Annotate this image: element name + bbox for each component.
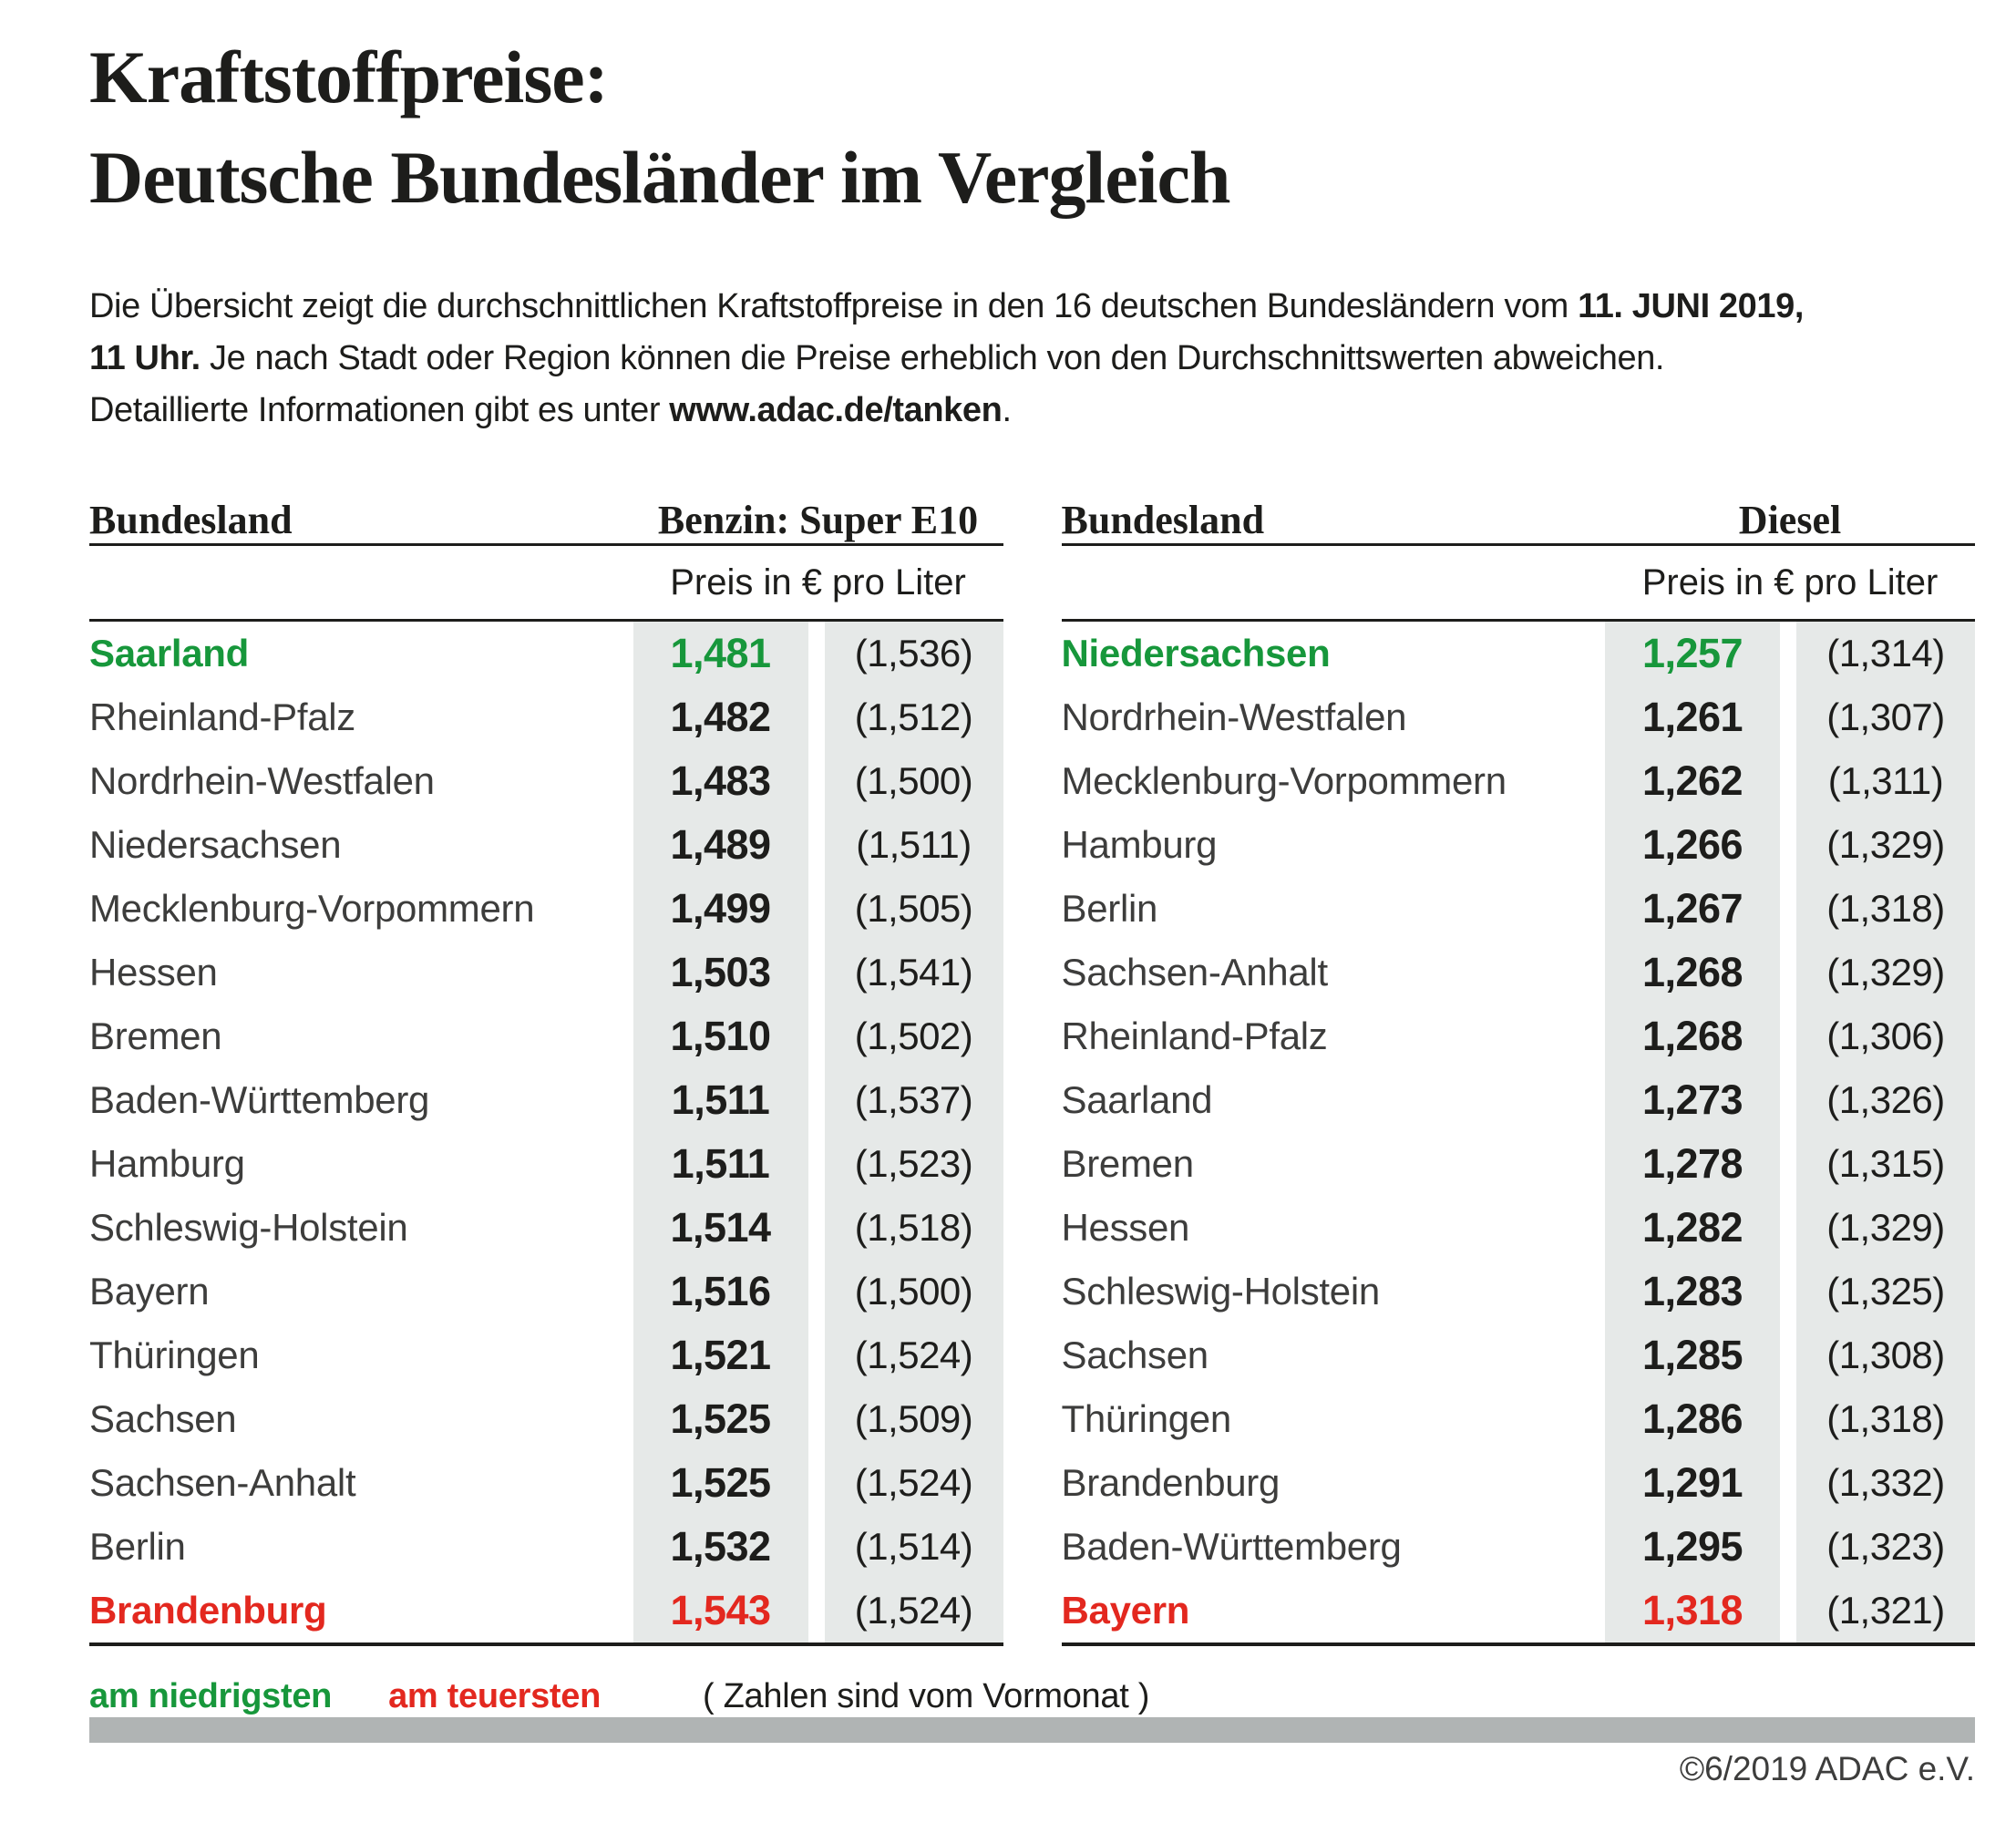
state-name-cell: Niedersachsen bbox=[1061, 632, 1331, 675]
state-name-cell: Hessen bbox=[89, 951, 218, 994]
column-gap bbox=[1780, 1387, 1796, 1451]
column-gap bbox=[1780, 749, 1796, 813]
current-price-cell: 1,482 bbox=[633, 685, 808, 749]
table-row bbox=[89, 1387, 1003, 1451]
column-gap bbox=[1780, 1004, 1796, 1068]
state-name-cell: Rheinland-Pfalz bbox=[89, 695, 356, 738]
state-name-cell: Rheinland-Pfalz bbox=[1061, 1014, 1328, 1057]
column-header-fuel-benzin: Benzin: Super E10 bbox=[657, 498, 979, 542]
state-name-cell: Sachsen bbox=[1061, 1334, 1209, 1376]
previous-month-price-cell: (1,314) bbox=[1796, 622, 1975, 685]
column-gap bbox=[1780, 1068, 1796, 1132]
state-name-cell: Baden-Württemberg bbox=[89, 1078, 430, 1121]
state-name-cell: Mecklenburg-Vorpommern bbox=[89, 887, 535, 930]
previous-month-price-cell: (1,537) bbox=[825, 1068, 1003, 1132]
price-unit-label: Preis in € pro Liter bbox=[670, 561, 966, 602]
column-gap bbox=[808, 1579, 825, 1642]
table-row bbox=[89, 622, 1003, 685]
current-price-cell: 1,499 bbox=[633, 877, 808, 941]
previous-month-price-cell: (1,315) bbox=[1796, 1132, 1975, 1196]
previous-month-price-cell: (1,321) bbox=[1796, 1579, 1975, 1642]
current-price-cell: 1,295 bbox=[1605, 1515, 1780, 1579]
previous-month-price-cell: (1,332) bbox=[1796, 1451, 1975, 1515]
table-row bbox=[89, 1068, 1003, 1132]
column-gap bbox=[1780, 1196, 1796, 1260]
current-price-cell: 1,503 bbox=[633, 941, 808, 1004]
intro-text: Die Übersicht zeigt die durchschnittlichen Kraftstoffpreise in den 16 deutschen Bundesländern vom bbox=[89, 287, 1579, 325]
state-name-cell: Saarland bbox=[1061, 1078, 1213, 1121]
state-name-cell: Bremen bbox=[1061, 1142, 1194, 1185]
column-gap bbox=[808, 749, 825, 813]
footer-divider-bar bbox=[89, 1717, 1975, 1743]
previous-month-price-cell: (1,329) bbox=[1796, 813, 1975, 877]
column-gap bbox=[808, 1387, 825, 1451]
table-row bbox=[1062, 1323, 1976, 1387]
previous-month-price-cell: (1,541) bbox=[825, 941, 1003, 1004]
table-row bbox=[1062, 1132, 1976, 1196]
table-row bbox=[89, 1323, 1003, 1387]
previous-month-price-cell: (1,518) bbox=[825, 1196, 1003, 1260]
intro-bold-text: 11 Uhr. bbox=[89, 339, 201, 377]
state-name-cell: Berlin bbox=[89, 1525, 186, 1568]
current-price-cell: 1,514 bbox=[633, 1196, 808, 1260]
current-price-cell: 1,267 bbox=[1605, 877, 1780, 941]
table-header-row bbox=[89, 476, 1003, 546]
column-header-bundesland: Bundesland bbox=[89, 498, 293, 542]
previous-month-price-cell: (1,505) bbox=[825, 877, 1003, 941]
table-row bbox=[1062, 941, 1976, 1004]
current-price-cell: 1,262 bbox=[1605, 749, 1780, 813]
previous-month-price-cell: (1,325) bbox=[1796, 1260, 1975, 1323]
intro-text: . bbox=[1002, 391, 1012, 429]
state-name-cell: Niedersachsen bbox=[89, 823, 342, 866]
state-name-cell: Hessen bbox=[1061, 1206, 1190, 1249]
column-gap bbox=[808, 1068, 825, 1132]
table-diesel bbox=[1062, 476, 1976, 1646]
column-gap bbox=[1780, 1323, 1796, 1387]
current-price-cell: 1,291 bbox=[1605, 1451, 1780, 1515]
state-name-cell: Bayern bbox=[1061, 1589, 1190, 1632]
state-name-cell: Brandenburg bbox=[1061, 1461, 1281, 1504]
previous-month-price-cell: (1,500) bbox=[825, 1260, 1003, 1323]
column-gap bbox=[1780, 622, 1796, 685]
state-name-cell: Schleswig-Holstein bbox=[89, 1206, 408, 1249]
column-gap bbox=[1780, 941, 1796, 1004]
state-name-cell: Schleswig-Holstein bbox=[1061, 1270, 1380, 1313]
legend-highest-label: am teuersten bbox=[388, 1677, 602, 1715]
table-row bbox=[1062, 877, 1976, 941]
state-name-cell: Thüringen bbox=[89, 1334, 260, 1376]
column-header-fuel-diesel: Diesel bbox=[1738, 498, 1842, 542]
table-rows-benzin bbox=[89, 622, 1003, 1646]
page-title bbox=[89, 27, 1230, 228]
table-row bbox=[1062, 1387, 1976, 1451]
legend-lowest-label: am niedrigsten bbox=[89, 1677, 333, 1715]
column-gap bbox=[1780, 1260, 1796, 1323]
column-gap bbox=[1780, 877, 1796, 941]
table-row bbox=[1062, 1579, 1976, 1642]
table-row bbox=[89, 1260, 1003, 1323]
table-row bbox=[1062, 1196, 1976, 1260]
current-price-cell: 1,283 bbox=[1605, 1260, 1780, 1323]
current-price-cell: 1,543 bbox=[633, 1579, 808, 1642]
state-name-cell: Hamburg bbox=[89, 1142, 245, 1185]
state-name-cell: Mecklenburg-Vorpommern bbox=[1061, 759, 1507, 802]
page-title-line1: Kraftstoffpreise: bbox=[89, 36, 608, 118]
table-row bbox=[89, 813, 1003, 877]
column-gap bbox=[808, 622, 825, 685]
current-price-cell: 1,318 bbox=[1605, 1579, 1780, 1642]
intro-bold-text: www.adac.de/tanken bbox=[669, 391, 1003, 429]
column-gap bbox=[808, 941, 825, 1004]
price-tables bbox=[89, 476, 1975, 1646]
current-price-cell: 1,282 bbox=[1605, 1196, 1780, 1260]
state-name-cell: Bremen bbox=[89, 1014, 222, 1057]
previous-month-price-cell: (1,318) bbox=[1796, 877, 1975, 941]
current-price-cell: 1,273 bbox=[1605, 1068, 1780, 1132]
previous-month-price-cell: (1,502) bbox=[825, 1004, 1003, 1068]
table-row bbox=[89, 941, 1003, 1004]
table-row bbox=[89, 1004, 1003, 1068]
previous-month-price-cell: (1,524) bbox=[825, 1323, 1003, 1387]
previous-month-price-cell: (1,329) bbox=[1796, 941, 1975, 1004]
table-header-row bbox=[1062, 476, 1976, 546]
table-rows-diesel bbox=[1062, 622, 1976, 1646]
column-gap bbox=[1780, 1451, 1796, 1515]
table-row bbox=[89, 1579, 1003, 1642]
table-row bbox=[89, 749, 1003, 813]
current-price-cell: 1,481 bbox=[633, 622, 808, 685]
column-gap bbox=[808, 1196, 825, 1260]
page-title-line2: Deutsche Bundesländer im Vergleich bbox=[89, 136, 1230, 219]
column-gap bbox=[1780, 1132, 1796, 1196]
table-row bbox=[89, 1132, 1003, 1196]
state-name-cell: Saarland bbox=[89, 632, 250, 675]
state-name-cell: Baden-Württemberg bbox=[1061, 1525, 1402, 1568]
column-gap bbox=[808, 1004, 825, 1068]
column-gap bbox=[808, 1260, 825, 1323]
intro-text: Detaillierte Informationen gibt es unter bbox=[89, 391, 670, 429]
state-name-cell: Brandenburg bbox=[89, 1589, 327, 1632]
column-gap bbox=[1780, 685, 1796, 749]
previous-month-price-cell: (1,308) bbox=[1796, 1323, 1975, 1387]
previous-month-price-cell: (1,524) bbox=[825, 1451, 1003, 1515]
column-header-bundesland: Bundesland bbox=[1061, 498, 1265, 542]
state-name-cell: Sachsen-Anhalt bbox=[89, 1461, 356, 1504]
column-gap bbox=[808, 1323, 825, 1387]
price-unit-label: Preis in € pro Liter bbox=[1641, 561, 1939, 602]
current-price-cell: 1,483 bbox=[633, 749, 808, 813]
column-gap bbox=[808, 1515, 825, 1579]
table-row bbox=[89, 685, 1003, 749]
table-row bbox=[1062, 813, 1976, 877]
table-row bbox=[1062, 1068, 1976, 1132]
table-row bbox=[89, 1451, 1003, 1515]
previous-month-price-cell: (1,512) bbox=[825, 685, 1003, 749]
intro-paragraph bbox=[89, 281, 1994, 437]
state-name-cell: Sachsen bbox=[89, 1397, 237, 1440]
previous-month-price-cell: (1,307) bbox=[1796, 685, 1975, 749]
table-row bbox=[89, 877, 1003, 941]
table-row bbox=[1062, 1515, 1976, 1579]
column-gap bbox=[808, 1451, 825, 1515]
previous-month-price-cell: (1,500) bbox=[825, 749, 1003, 813]
current-price-cell: 1,285 bbox=[1605, 1323, 1780, 1387]
table-row bbox=[89, 1196, 1003, 1260]
current-price-cell: 1,268 bbox=[1605, 1004, 1780, 1068]
current-price-cell: 1,257 bbox=[1605, 622, 1780, 685]
previous-month-price-cell: (1,326) bbox=[1796, 1068, 1975, 1132]
column-gap bbox=[808, 813, 825, 877]
previous-month-price-cell: (1,318) bbox=[1796, 1387, 1975, 1451]
table-row bbox=[1062, 1004, 1976, 1068]
previous-month-price-cell: (1,511) bbox=[825, 813, 1003, 877]
intro-text: Je nach Stadt oder Region können die Preise erheblich von den Durchschnittswerten abweichen. bbox=[200, 339, 1665, 377]
legend-note: ( Zahlen sind vom Vormonat ) bbox=[703, 1677, 1150, 1715]
copyright-text: ©6/2019 ADAC e.V. bbox=[1679, 1750, 1975, 1787]
current-price-cell: 1,525 bbox=[633, 1451, 808, 1515]
current-price-cell: 1,521 bbox=[633, 1323, 808, 1387]
intro-line bbox=[89, 333, 1994, 385]
current-price-cell: 1,510 bbox=[633, 1004, 808, 1068]
current-price-cell: 1,516 bbox=[633, 1260, 808, 1323]
current-price-cell: 1,532 bbox=[633, 1515, 808, 1579]
current-price-cell: 1,511 bbox=[633, 1132, 808, 1196]
previous-month-price-cell: (1,311) bbox=[1796, 749, 1975, 813]
table-row bbox=[1062, 685, 1976, 749]
state-name-cell: Nordrhein-Westfalen bbox=[89, 759, 435, 802]
previous-month-price-cell: (1,329) bbox=[1796, 1196, 1975, 1260]
state-name-cell: Hamburg bbox=[1061, 823, 1218, 866]
previous-month-price-cell: (1,514) bbox=[825, 1515, 1003, 1579]
column-gap bbox=[808, 685, 825, 749]
previous-month-price-cell: (1,323) bbox=[1796, 1515, 1975, 1579]
previous-month-price-cell: (1,306) bbox=[1796, 1004, 1975, 1068]
table-benzin-super-e10 bbox=[89, 476, 1003, 1646]
current-price-cell: 1,278 bbox=[1605, 1132, 1780, 1196]
table-row bbox=[89, 1515, 1003, 1579]
column-gap bbox=[808, 877, 825, 941]
table-subheader-row bbox=[89, 546, 1003, 622]
legend bbox=[89, 1677, 1149, 1716]
current-price-cell: 1,266 bbox=[1605, 813, 1780, 877]
state-name-cell: Berlin bbox=[1061, 887, 1158, 930]
current-price-cell: 1,261 bbox=[1605, 685, 1780, 749]
table-row bbox=[1062, 749, 1976, 813]
column-gap bbox=[1780, 1579, 1796, 1642]
state-name-cell: Nordrhein-Westfalen bbox=[1061, 695, 1407, 738]
current-price-cell: 1,286 bbox=[1605, 1387, 1780, 1451]
previous-month-price-cell: (1,523) bbox=[825, 1132, 1003, 1196]
column-gap bbox=[808, 1132, 825, 1196]
current-price-cell: 1,489 bbox=[633, 813, 808, 877]
table-row bbox=[1062, 1451, 1976, 1515]
state-name-cell: Sachsen-Anhalt bbox=[1061, 951, 1328, 994]
current-price-cell: 1,268 bbox=[1605, 941, 1780, 1004]
previous-month-price-cell: (1,536) bbox=[825, 622, 1003, 685]
column-gap bbox=[1780, 1515, 1796, 1579]
intro-line bbox=[89, 281, 1994, 333]
column-gap bbox=[1780, 813, 1796, 877]
table-row bbox=[1062, 622, 1976, 685]
current-price-cell: 1,511 bbox=[633, 1068, 808, 1132]
table-row bbox=[1062, 1260, 1976, 1323]
previous-month-price-cell: (1,524) bbox=[825, 1579, 1003, 1642]
previous-month-price-cell: (1,509) bbox=[825, 1387, 1003, 1451]
state-name-cell: Thüringen bbox=[1061, 1397, 1231, 1440]
state-name-cell: Bayern bbox=[89, 1270, 210, 1313]
table-subheader-row bbox=[1062, 546, 1976, 622]
current-price-cell: 1,525 bbox=[633, 1387, 808, 1451]
intro-bold-text: 11. JUNI 2019, bbox=[1578, 287, 1804, 325]
intro-line bbox=[89, 385, 1994, 437]
